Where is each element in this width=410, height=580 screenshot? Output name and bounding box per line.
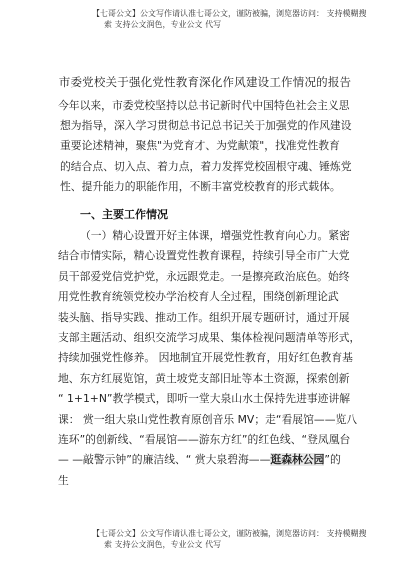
body-line-text: — —敲警示钟”的廉洁线、“ 赏大泉碧海——: [58, 453, 271, 467]
body-line: 装头脑、指导实践、推动工作。组织开展专题研讨，通过开展: [58, 310, 350, 324]
body-line: 用党性教育统领党校办学治校育人全过程，围绕创新理论武: [58, 290, 339, 304]
intro-line: 今年以来，市委党校坚持以总书记新时代中国特色社会主义思: [58, 99, 350, 112]
section-heading: 一、主要工作情况: [80, 208, 168, 221]
body-paragraph: [58, 226, 384, 491]
footer-watermark-banner: [92, 528, 382, 550]
header-watermark-banner: [92, 8, 382, 30]
body-line: 课： 赏一组大泉山党性教育原创音乐 MV；走“看展馆——览八: [58, 412, 358, 426]
footer-banner-line1: 【七哥公文】公文写作请认准七哥公文，谨防被骗，浏览器访问： 支持模糊搜: [92, 529, 367, 538]
footer-banner-line2: 索 支持公文润色，专业公文 代写: [104, 540, 222, 549]
body-line-with-highlight: [58, 450, 384, 470]
body-line: 连环”的创新线、“看展馆——游东方红”的红色线、“登凤凰台: [58, 433, 351, 447]
body-line: 员干部爱党信党护党，永远跟党走。一是擦亮政治底色。始终: [58, 269, 350, 283]
header-banner-line2: 索 支持公文润色，专业公文 代写: [104, 20, 222, 29]
body-line: 持续加强党性修养。 因地制宜开展党性教育，用好红色教育基: [58, 351, 353, 365]
body-line: （一）精心设置开好主体课，增强党性教育向心力。紧密: [80, 229, 350, 242]
body-line: “ 1+1+N”教学模式，即听一堂大泉山水土保持先进事迹讲解: [58, 392, 351, 406]
document-title: 市委党校关于强化党性教育深化作风建设工作情况的报告: [58, 75, 352, 89]
intro-paragraph: [58, 96, 380, 197]
body-line: 支部主题活动、组织交流学习成果、集体检视问题清单等形式，: [58, 331, 361, 345]
highlighted-text: 逛森林公园: [270, 453, 325, 467]
intro-line: 重要论述精神，聚焦"为党育才、为党献策"，找准党性教育: [60, 139, 340, 153]
body-line: 地、东方红展览馆，黄土坡党支部旧址等本土资源，探索创新: [58, 371, 350, 385]
intro-line: 性、提升能力的职能作用，不断丰富党校教育的形式载体。: [60, 179, 341, 193]
body-line: 生: [58, 473, 69, 487]
body-line: 结合市情实际，精心设置党性教育课程，持续引导全市广大党: [58, 249, 350, 263]
intro-line: 的结合点、切入点、着力点，着力发挥党校固根守魂、锤炼党: [60, 159, 352, 173]
header-banner-line1: 【七哥公文】公文写作请认准七哥公文，谨防被骗，浏览器访问： 支持模糊搜: [92, 9, 367, 18]
intro-line: 想为指导，深入学习贯彻总书记总书记关于加强党的作风建设: [60, 119, 352, 133]
body-line-tail: ”的: [324, 453, 341, 467]
